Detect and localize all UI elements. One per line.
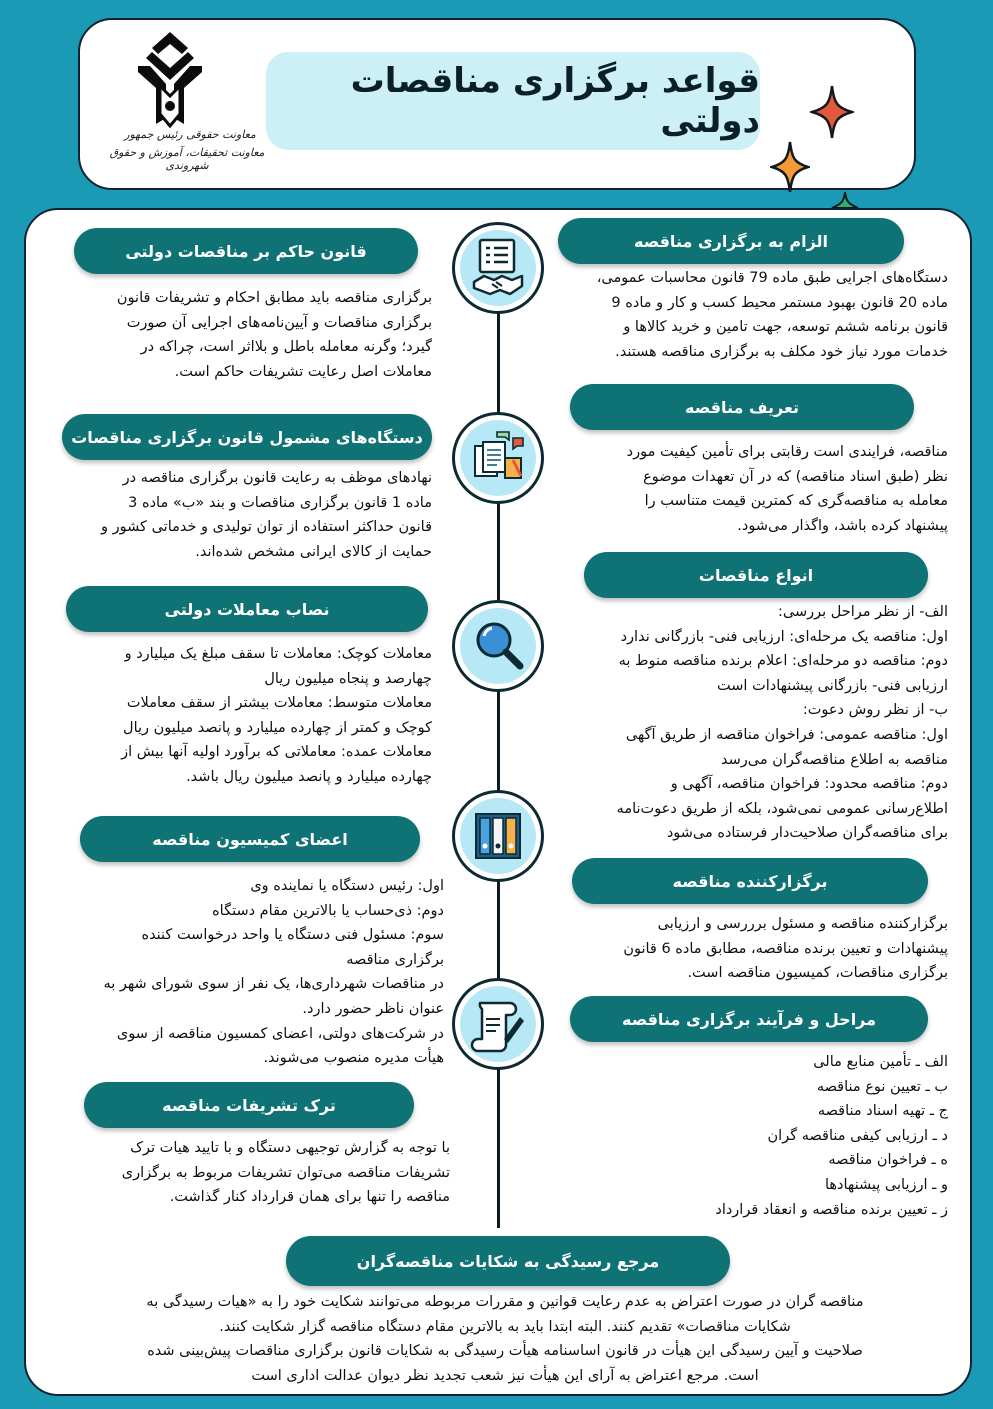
section-body-stages: الف ـ تأمین منابع مالی ب ـ تعیین نوع مناقصه ج ـ تهیه اسناد مناقصه د ـ ارزیابی کیفی مناقصه گران ه ـ فراخوان مناقصه و ـ ارزیابی پیشنهادها ز ـ تعیین برنده مناقصه و انعقاد قرارداد <box>715 1054 948 1218</box>
section-title-complaints: مرجع رسیدگی به شکایات مناقصه‌گران <box>286 1236 730 1286</box>
section-title-organizer: برگزارکننده مناقصه <box>572 858 928 904</box>
documents-icon <box>469 430 527 486</box>
section-title-thresholds: نصاب معاملات دولتی <box>66 586 428 632</box>
section-body-thresholds: معاملات کوچک: معاملات تا سقف مبلغ یک میلیارد و چهارصد و پنجاه میلیون ریال معاملات متوسط: معاملات بیشتر از سقف معاملات کوچک و کمتر از چهارده میلیارد و پانصد میلیون ریال معاملات عمده: معاملاتی که برآورد اولیه آنها بیش از چهارده میلیارد و پانصد میلیون ریال باشد. <box>121 646 432 785</box>
logo-line-2: معاونت تحقیقات، آموزش و حقوق شهروندی <box>109 146 265 172</box>
section-title-governing-law: قانون حاکم بر مناقصات دولتی <box>74 228 418 274</box>
section-title-waiver: ترک تشریفات مناقصه <box>84 1082 414 1128</box>
section-body-covered-agencies: نهادهای موظف به رعایت قانون برگزاری مناقصه در ماده 1 قانون برگزاری مناقصات و بند «ب» ماده 3 قانون حداکثر استفاده از توان تولیدی و خدماتی کشور و حمایت از کالای ایرانی مشخص شده‌اند. <box>101 470 432 560</box>
timeline-node-5 <box>452 978 544 1070</box>
section-body-organizer: برگزارکننده مناقصه و مسئول برررسی و ارزیابی پیشنهادات و تعیین برنده مناقصه، مطابق ماده 6 قانون برگزاری مناقصات، کمیسیون مناقصه است. <box>623 916 948 982</box>
timeline-node-3 <box>452 600 544 692</box>
section-body-governing-law: برگزاری مناقصه باید مطابق احکام و تشریفات قانون برگزاری مناقصات و آیین‌نامه‌های اجرایی آن صورت گیرد؛ وگرنه معامله باطل و بلااثر است، چراکه در معاملات اصل رعایت تشریفات حاکم است. <box>116 290 432 380</box>
section-title-definition: تعریف مناقصه <box>570 384 914 430</box>
magnifier-icon <box>470 618 526 674</box>
section-title-commission: اعضای کمیسیون مناقصه <box>80 816 420 862</box>
page-title: قواعد برگزاری مناقصات دولتی <box>350 61 760 141</box>
timeline-node-2 <box>452 412 544 504</box>
section-title-stages: مراحل و فرآیند برگزاری مناقصه <box>570 996 928 1042</box>
section-body-obligation: دستگاه‌های اجرایی طبق ماده 79 قانون محاسبات عمومی، ماده 20 قانون بهبود مستمر محیط کسب و کار و ماده 9 قانون برنامه ششم توسعه، جهت تامین و خرید کالاها و خدمات مورد نیاز خود مکلف به برگزاری مناقصه هستند. <box>596 270 948 360</box>
section-body-types: الف- از نظر مراحل بررسی: اول: مناقصه یک مرحله‌ای: ارزیابی فنی- بازرگانی ندارد دوم: مناقصه دو مرحله‌ای: اعلام برنده مناقصه منوط به ارزیابی فنی- بازرگانی پیشنهادات است ب- از نظر روش دعوت: اول: مناقصه عمومی: فراخوان مناقصه از طریق آگهی مناقصه به اطلاع مناقصه‌گران می‌رسد دوم: مناقصه محدود: فراخوان مناقصه، آگهی و اطلاع‌رسانی عمومی نمی‌شود، بلکه از طریق دعوت‌نامه برای مناقصه‌گران صلاحیت‌دار فرستاده می‌شود <box>616 604 948 842</box>
sparkle-red-icon <box>810 84 854 140</box>
section-body-definition: مناقصه، فرایندی است رقابتی برای تأمین کیفیت مورد نظر (طبق اسناد مناقصه) که در آن تعهدات موضوع معامله به مناقصه‌گری که کمترین قیمت متناسب را پیشنهاد کرده باشد، واگذار می‌شود. <box>626 444 948 534</box>
section-title-types: انواع مناقصات <box>584 552 928 598</box>
handshake-icon <box>470 238 526 298</box>
sparkle-orange-icon <box>770 140 810 194</box>
section-body-waiver: با توجه به گزارش توجیهی دستگاه و با تایید هیات ترک تشریفات مناقصه می‌توان تشریفات مربوط به برگزاری مناقصه را تنها برای همان قرارداد کنار گذاشت. <box>121 1140 450 1206</box>
section-body-complaints: مناقصه گران در صورت اعتراض به عدم رعایت قوانین و مقررات مربوطه می‌توانند شکایت خود را به «هیات رسیدگی به شکایات مناقصات» تقدیم کنند. البته ابتدا باید به بالاترین مقام دستگاه مناقصه گزار شکایت کنند. صلاحیت و آیین رسیدگی این هیأت در قانون اساسنامه هیأت رسیدگی به شکایات قانون برگزاری مناقصات پیش‌بینی شده است. مرجع اعتراض به آرای این هیأت نیز شعب تجدید نظر دیوان عدالت اداری است <box>146 1294 864 1384</box>
binders-icon <box>470 808 526 864</box>
title-box <box>266 52 760 150</box>
timeline-node-1 <box>452 222 544 314</box>
section-body-commission: اول: رئیس دستگاه یا نماینده وی دوم: ذی‌حساب یا بالاترین مقام دستگاه سوم: مسئول فنی دستگاه یا واحد درخواست کننده برگزاری مناقصه در مناقصات شهرداری‌ها، یک نفر از سوی شورای شهر به عنوان ناظر حضور دارد. در شرکت‌های دولتی، اعضای کمسیون مناقصه از سوی هیأت مدیره منصوب می‌شوند. <box>103 878 444 1067</box>
timeline-node-4 <box>452 790 544 882</box>
section-title-covered-agencies: دستگاه‌های مشمول قانون برگزاری مناقصات <box>62 414 432 460</box>
scroll-icon <box>470 995 526 1053</box>
section-title-obligation: الزام به برگزاری مناقصه <box>558 218 904 264</box>
logo-line-1: معاونت حقوقی رئیس جمهور <box>124 128 256 141</box>
